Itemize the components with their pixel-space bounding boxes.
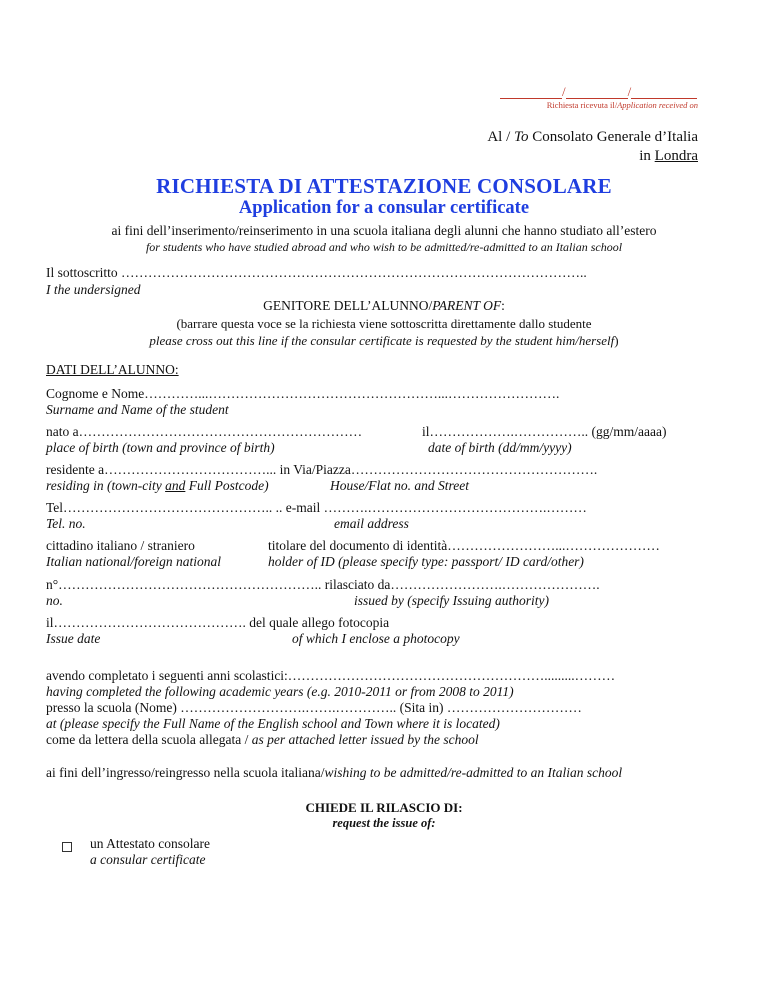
intro-en: for students who have studied abroad and who wish to be admitted/re-admitted to an Italian school (145, 240, 623, 254)
received-date-stamp (500, 84, 698, 110)
received-slash-1: / (562, 84, 566, 99)
parent-of-label: GENITORE DELL’ALUNNO/PARENT OF: (263, 298, 505, 313)
id-document-label-en: holder of ID (please specify type: passport/ ID card/other) (268, 554, 584, 569)
option-label-en: a consular certificate (90, 852, 206, 867)
email-label-en: email address (334, 516, 409, 531)
tel-label-en: Tel. no. (46, 516, 86, 531)
residence-label-en: residing in (town-city and Full Postcode) (46, 478, 269, 493)
enclose-label-en: of which I enclose a photocopy (292, 631, 460, 646)
school-years-field[interactable]: avendo completato i seguenti anni scolastici:………………………………………………….........……… (46, 668, 616, 683)
option-label-it: un Attestato consolare (90, 836, 210, 851)
undersigned-field[interactable]: Il sottoscritto ………………………………………………………………………………………….. (46, 265, 587, 280)
tel-email-field[interactable]: Tel……………………………………….. .. e-mail ……….………………………………….……… (46, 500, 587, 515)
request-header: CHIEDE IL RILASCIO DI: (305, 800, 463, 815)
request-header-en: request the issue of: (332, 816, 436, 830)
page-subtitle: Application for a consular certificate (238, 198, 530, 218)
received-slash-2: / (627, 84, 632, 99)
citizenship-label-en: Italian national/foreign national (46, 554, 221, 569)
school-name-label-en: at (please specify the Full Name of the English school and Town where it is located) (46, 716, 500, 731)
received-caption: Richiesta ricevuta il/Application received on (546, 100, 698, 110)
surname-field[interactable]: Cognome e Nome…………...……………………………………………...……………………. (46, 386, 560, 401)
school-letter-note: come da lettera della scuola allegata / as per attached letter issued by the school (46, 732, 479, 747)
id-document-field[interactable]: titolare del documento di identità……………………...………………… (268, 538, 660, 553)
id-number-field[interactable]: n°………………………………………………….. rilasciato da…………………….…………………. (46, 577, 600, 592)
street-label-en: House/Flat no. and Street (330, 478, 469, 493)
issue-date-field[interactable]: il……………………………………. del quale allego fotocopia (46, 615, 390, 630)
citizenship-field[interactable]: cittadino italiano / straniero (46, 538, 195, 553)
undersigned-label-en: I the undersigned (46, 282, 141, 297)
parent-note-it: (barrare questa voce se la richiesta viene sottoscritta direttamente dallo studente (176, 316, 592, 331)
purpose-line: ai fini dell’ingresso/reingresso nella scuola italiana/wishing to be admitted/re-admitted to an Italian school (46, 765, 623, 780)
address-line-1: Al / To Consolato Generale d’Italia (487, 129, 698, 145)
parent-note-en: please cross out this line if the consular certificate is requested by the student him/herself) (149, 333, 619, 348)
residence-field[interactable]: residente a………………………………... in Via/Piazza………………………………………………. (46, 462, 598, 477)
address-line-2: in Londra (639, 148, 698, 164)
birthplace-field[interactable]: nato a……………………………………………………… (46, 424, 363, 439)
birthplace-label-en: place of birth (town and province of birth) (46, 440, 275, 455)
id-number-label-en: no. (46, 593, 63, 608)
issue-date-label-en: Issue date (46, 631, 101, 646)
birthdate-field[interactable]: il……………….…………….. (gg/mm/aaaa) (422, 424, 667, 439)
page-title: RICHIESTA DI ATTESTAZIONE CONSOLARE (156, 174, 612, 198)
school-years-label-en: having completed the following academic years (e.g. 2010-2011 or from 2008 to 2011) (46, 684, 514, 699)
school-name-field[interactable]: presso la scuola (Nome) ……………………….…….………….. (Sita in) ………………………… (46, 700, 582, 715)
birthdate-label-en: date of birth (dd/mm/yyyy) (428, 440, 572, 455)
consular-certificate-checkbox[interactable] (62, 842, 72, 852)
issued-by-label-en: issued by (specify Issuing authority) (354, 593, 549, 608)
surname-label-en: Surname and Name of the student (46, 402, 229, 417)
intro-it: ai fini dell’inserimento/reinserimento in una scuola italiana degli alunni che hanno studiato all’estero (111, 223, 657, 238)
student-data-header: DATI DELL’ALUNNO: (46, 362, 179, 377)
